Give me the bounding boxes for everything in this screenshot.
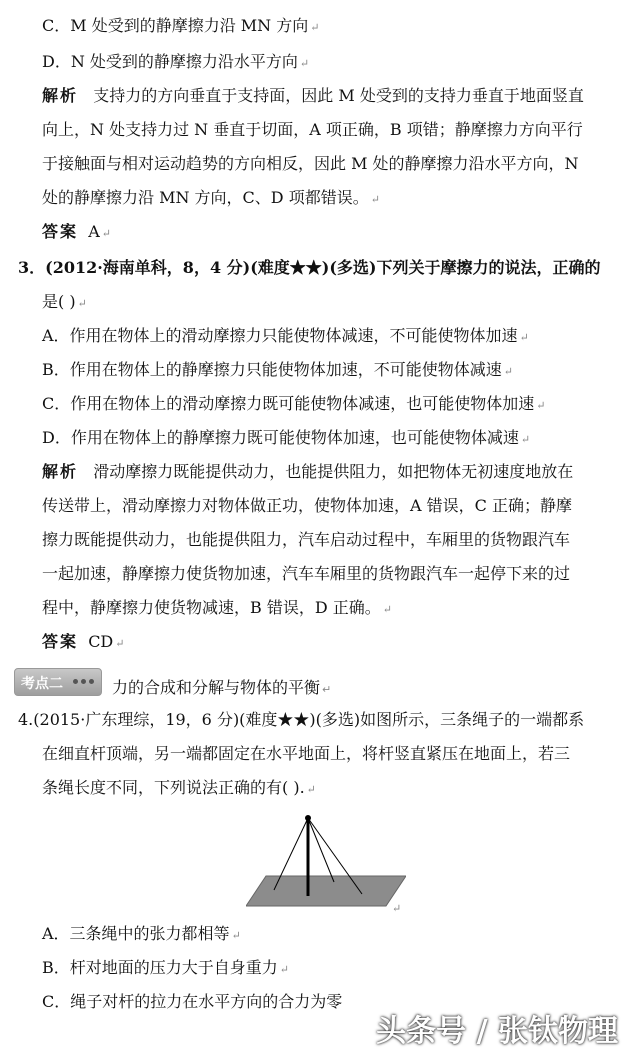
analysis-prev-line-2: 向上，N 处支持力过 N 垂直于切面，A 项正确，B 项错；静摩擦力方向平行 (42, 120, 583, 139)
option-d-prev: D．N 处受到的静摩擦力沿水平方向 ↵ (42, 52, 310, 71)
q3-stem-2: 是( ) ↵ (42, 292, 87, 311)
q3-option-b: B．作用在物体上的静摩擦力只能使物体加速，不可能使物体减速 ↵ (42, 360, 513, 379)
section-badge (14, 668, 102, 696)
answer-prev: 答案 A ↵ (42, 222, 111, 241)
q3-stem-1: 3．(2012·海南单科，8，4 分)(难度★★)(多选)下列关于摩擦力的说法，正确的 (18, 258, 601, 277)
q3-analysis-line-4: 一起加速，静摩擦力使货物加速，汽车车厢里的货物跟汽车一起停下来的过 (42, 564, 571, 583)
badge-dots-icon (73, 679, 95, 685)
q3-option-d: D．作用在物体上的静摩擦力既可能使物体加速，也可能使物体减速 ↵ (42, 428, 531, 447)
analysis-prev-line-4: 处的静摩擦力沿 MN 方向，C、D 项都错误。 ↵ (42, 188, 380, 207)
figure-return-mark: ↵ (392, 902, 402, 915)
analysis-prev-line-3: 于接触面与相对运动趋势的方向相反，因此 M 处的静摩擦力沿水平方向，N (42, 154, 579, 173)
q3-analysis-line-2: 传送带上，滑动摩擦力对物体做正功，使物体加速，A 错误，C 正确；静摩 (42, 496, 572, 515)
option-c-prev: C．M 处受到的静摩擦力沿 MN 方向 ↵ (42, 16, 320, 35)
q3-analysis-line-5: 程中，静摩擦力使货物减速，B 错误，D 正确。 ↵ (42, 598, 392, 617)
analysis-label: 解析 (42, 86, 79, 105)
q3-analysis-line-3: 擦力既能提供动力，也能提供阻力，汽车启动过程中，车厢里的货物跟汽车 (42, 530, 571, 549)
q4-stem-3: 条绳长度不同，下列说法正确的有( ). ↵ (42, 778, 316, 797)
q4-stem-2: 在细直杆顶端，另一端都固定在水平地面上，将杆竖直紧压在地面上，若三 (42, 744, 571, 763)
watermark: 头条号 / 张钛物理 (376, 1014, 618, 1049)
q4-stem-1: 4.(2015·广东理综，19，6 分)(难度★★)(多选)如图所示，三条绳子的一端都系 (18, 710, 585, 729)
q3-answer: 答案 CD ↵ (42, 632, 125, 651)
q3-option-c: C．作用在物体上的滑动摩擦力既可能使物体减速，也可能使物体加速 ↵ (42, 394, 546, 413)
q4-option-a: A．三条绳中的张力都相等 ↵ (42, 924, 241, 943)
q4-option-c: C．绳子对杆的拉力在水平方向的合力为零 (42, 992, 343, 1011)
ground-plane (246, 876, 406, 906)
rod-ropes-figure (246, 808, 406, 918)
analysis-prev-line-1: 解析 支持力的方向垂直于支持面，因此 M 处受到的支持力垂直于地面竖直 (42, 86, 584, 105)
answer-label: 答案 (42, 222, 79, 241)
q3-option-a: A．作用在物体上的滑动摩擦力只能使物体减速，不可能使物体加速 ↵ (42, 326, 529, 345)
rope-2 (308, 818, 334, 882)
section-title: 力的合成和分解与物体的平衡 ↵ (112, 678, 332, 697)
q3-analysis-line-1: 解析 滑动摩擦力既能提供动力，也能提供阻力，如把物体无初速度地放在 (42, 462, 574, 481)
q4-option-b: B．杆对地面的压力大于自身重力 ↵ (42, 958, 289, 977)
section-badge-label: 考点二 (21, 676, 63, 692)
